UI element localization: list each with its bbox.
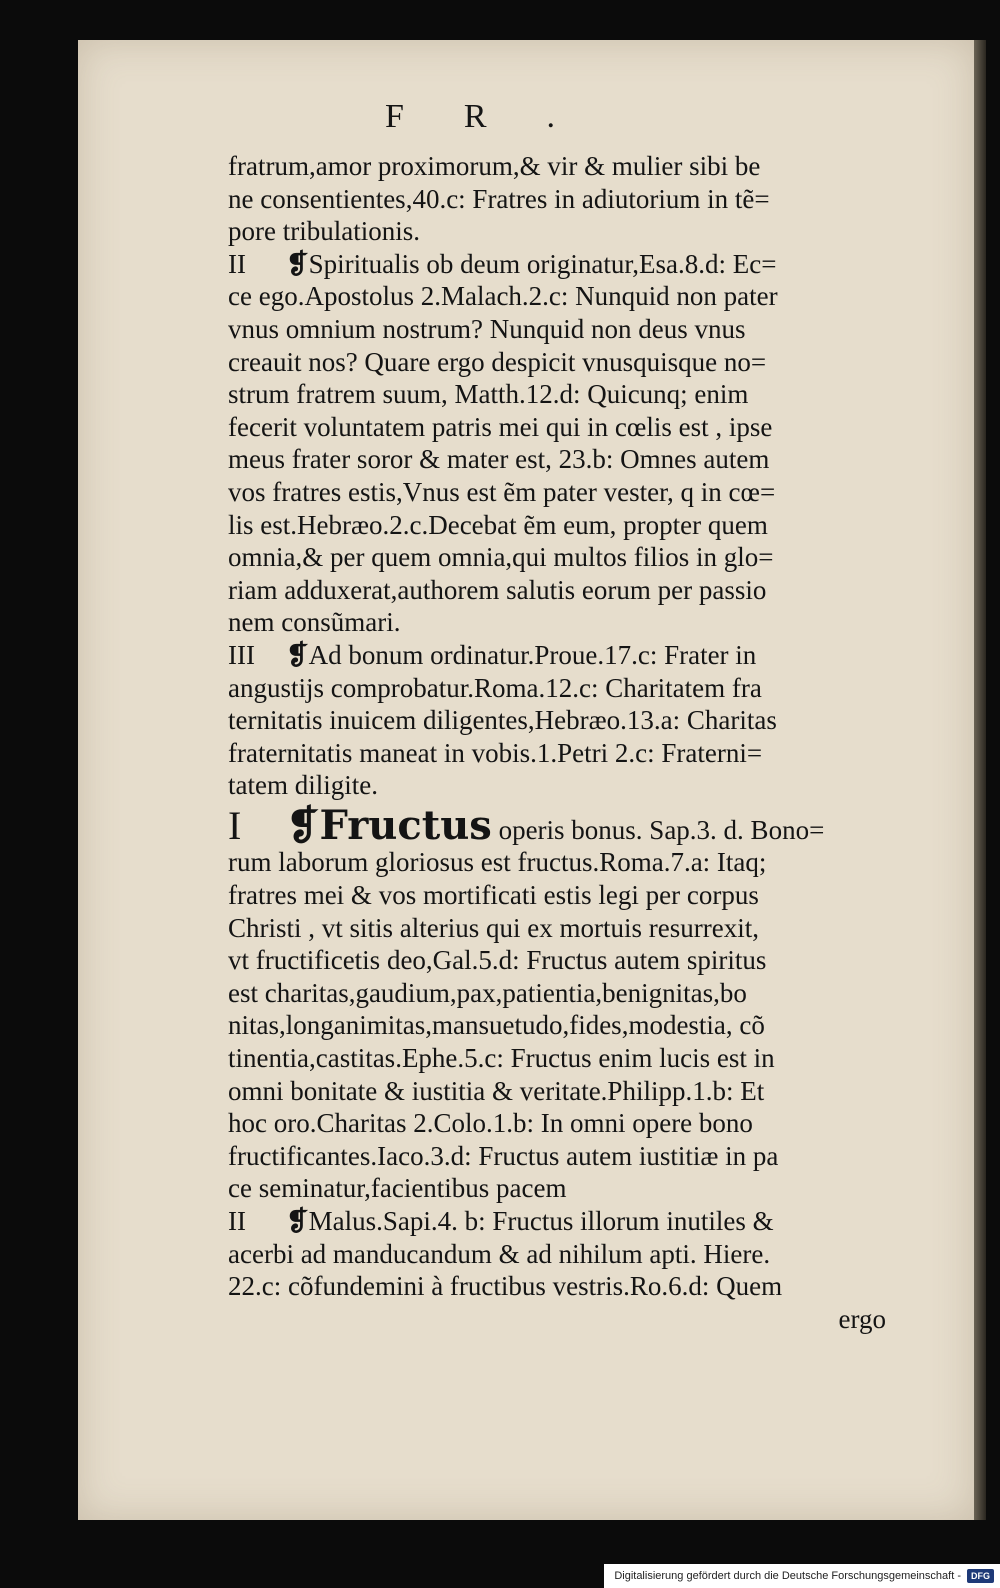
header-letter-left: F xyxy=(384,98,464,135)
text-line: vos fratres estis,Vnus est ẽm pater vester, q in cœ= xyxy=(228,476,776,507)
text-line: ternitatis inuicem diligentes,Hebræo.13.a: Charitas xyxy=(228,705,777,736)
section-number: II xyxy=(228,1206,246,1236)
text-line: riam adduxerat,authorem salutis eorum per passio xyxy=(228,574,767,605)
credit-text: Digitalisierung gefördert durch die Deutsche Forschungsgemeinschaft - xyxy=(614,1570,961,1582)
text-line: tinentia,castitas.Ephe.5.c: Fructus enim lucis est in xyxy=(228,1043,775,1074)
text-line: ne consentientes,40.c: Fratres in adiutorium in tẽ= xyxy=(228,183,770,214)
dfg-logo: DFG xyxy=(967,1569,994,1583)
pilcrow-icon: ❡ xyxy=(286,801,320,849)
pilcrow-icon: ❡ xyxy=(286,248,309,279)
text-span: Malus.Sapi.4. b: Fructus illorum inutiles & xyxy=(308,1206,774,1236)
running-header xyxy=(0,98,1000,136)
text-line: 22.c: cõfundemini à fructibus vestris.Ro.6.d: Quem xyxy=(228,1271,783,1302)
pilcrow-icon: ❡ xyxy=(286,1206,309,1236)
fructus-ii-first-line xyxy=(228,1205,888,1238)
text-span: Ad bonum ordinatur.Proue.17.c: Frater in xyxy=(308,639,757,670)
fructus-heading-line xyxy=(228,801,888,849)
pilcrow-icon: ❡ xyxy=(286,639,309,670)
text-line: omni bonitate & iustitia & veritate.Philipp.1.b: Et xyxy=(228,1075,765,1106)
text-line: fecerit voluntatem patris mei qui in cœlis est , ipse xyxy=(228,411,773,442)
text-line: omnia,& per quem omnia,qui multos filios in glo= xyxy=(228,542,774,573)
text-line: angustijs comprobatur.Roma.12.c: Charitatem fra xyxy=(228,672,762,703)
catchword: ergo xyxy=(838,1303,886,1334)
text-line: lis est.Hebræo.2.c.Decebat ẽm eum, propter quem xyxy=(228,509,768,540)
section-iii-first-line xyxy=(228,639,888,672)
text-line: nitas,longanimitas,mansuetudo,fides,modestia, cõ xyxy=(228,1010,765,1041)
page-edge xyxy=(974,40,986,1520)
text-line: fructificantes.Iaco.3.d: Fructus autem iustitiæ in pa xyxy=(228,1140,779,1171)
section-number: I xyxy=(228,802,242,848)
text-line: fratres mei & vos mortificati estis legi per corpus xyxy=(228,880,759,911)
digitization-credit xyxy=(604,1564,1000,1588)
text-line: nem consũmari. xyxy=(228,607,401,638)
text-line: strum fratrem suum, Matth.12.d: Quicunq; enim xyxy=(228,379,749,410)
text-line: Christi , vt sitis alterius qui ex mortuis resurrexit, xyxy=(228,912,759,943)
text-span: Spiritualis ob deum originatur,Esa.8.d: Ec= xyxy=(308,248,777,279)
text-line: tatem diligite. xyxy=(228,770,378,801)
text-line: vt fructificetis deo,Gal.5.d: Fructus autem spiritus xyxy=(228,945,767,976)
text-line: acerbi ad manducandum & ad nihilum apti. Hiere. xyxy=(228,1238,771,1269)
text-block xyxy=(228,150,888,1335)
text-line: vnus omnium nostrum? Nunquid non deus vnus xyxy=(228,313,746,344)
section-ii-first-line xyxy=(228,248,888,281)
text-line: creauit nos? Quare ergo despicit vnusquisque no= xyxy=(228,346,767,377)
text-span: operis bonus. Sap.3. d. Bono= xyxy=(491,814,825,845)
text-line: ce ego.Apostolus 2.Malach.2.c: Nunquid non pater xyxy=(228,281,778,312)
text-line: fratrum,amor proximorum,& vir & mulier sibi be xyxy=(228,151,761,181)
text-line: pore tribulationis. xyxy=(228,216,420,247)
header-letter-right: R. xyxy=(463,98,616,135)
text-line: ce seminatur,facientibus pacem xyxy=(228,1173,567,1204)
text-line: hoc oro.Charitas 2.Colo.1.b: In omni opere bono xyxy=(228,1108,753,1139)
section-number: II xyxy=(228,248,246,279)
text-line: fraternitatis maneat in vobis.1.Petri 2.c: Fraterni= xyxy=(228,737,763,768)
text-line: rum laborum gloriosus est fructus.Roma.7.a: Itaq; xyxy=(228,847,767,878)
text-line: meus frater soror & mater est, 23.b: Omnes autem xyxy=(228,444,770,475)
text-line: est charitas,gaudium,pax,patientia,benignitas,bo xyxy=(228,977,747,1008)
section-number: III xyxy=(228,639,255,670)
fructus-headword: Fructus xyxy=(319,801,492,849)
